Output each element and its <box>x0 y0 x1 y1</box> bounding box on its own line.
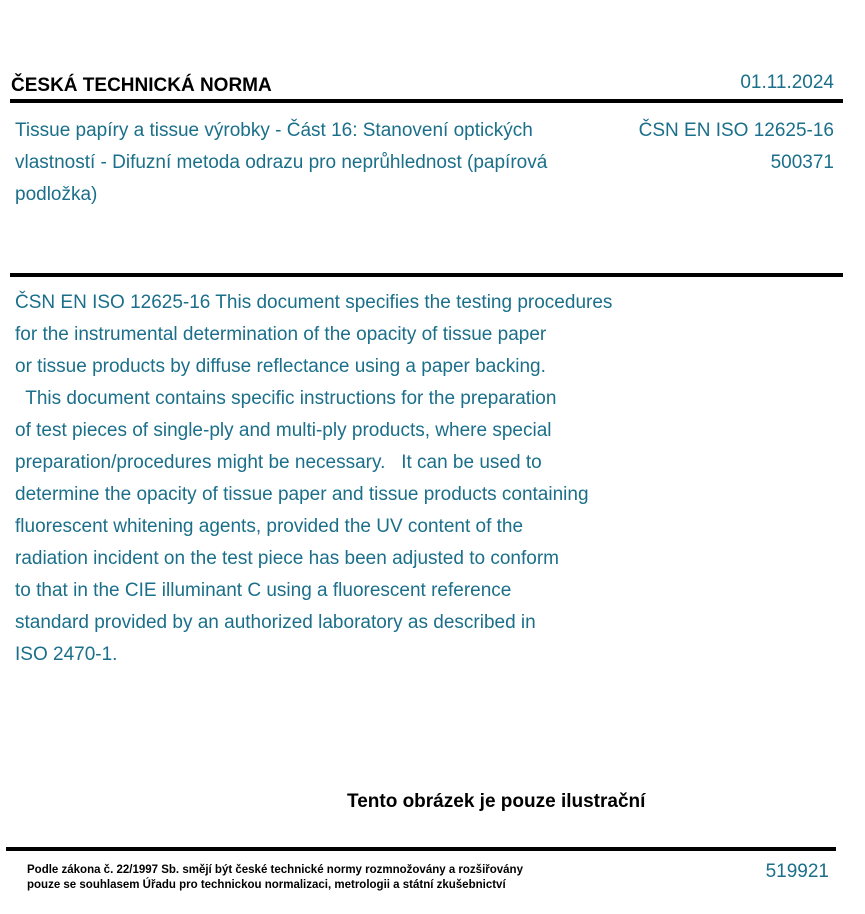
footer-notice-line: pouze se souhlasem Úřadu pro technickou normalizaci, metrologii a státní zkušebnictví <box>27 879 506 891</box>
header-rule <box>10 99 843 103</box>
abstract-line: or tissue products by diffuse reflectance using a paper backing. <box>15 356 546 377</box>
abstract-line: ISO 2470-1. <box>15 644 118 665</box>
footer-copyright-notice <box>27 863 523 893</box>
abstract-line: for the instrumental determination of the opacity of tissue paper <box>15 324 547 345</box>
abstract-line: fluorescent whitening agents, provided the UV content of the <box>15 516 524 537</box>
abstract <box>15 287 735 671</box>
document-code: ČSN EN ISO 12625-16 <box>638 120 834 141</box>
document-class-number: 500371 <box>770 152 834 173</box>
header-title: ČESKÁ TECHNICKÁ NORMA <box>11 75 272 96</box>
abstract-line: of test pieces of single-ply and multi-ply products, where special <box>15 420 552 441</box>
section-rule <box>10 273 843 277</box>
footer-rule <box>6 847 836 851</box>
footer-number: 519921 <box>765 861 829 882</box>
document-code-block <box>639 115 834 179</box>
abstract-line: This document contains specific instructions for the preparation <box>15 388 557 409</box>
document-title: Tissue papíry a tissue výrobky - Část 16: Stanovení optických vlastností - Difuzní metoda odrazu pro neprůhlednost (papírová podložka) <box>15 120 548 205</box>
header-date: 01.11.2024 <box>740 72 834 93</box>
abstract-line: standard provided by an authorized laboratory as described in <box>15 612 536 633</box>
abstract-line: ČSN EN ISO 12625-16 This document specifies the testing procedures <box>15 292 613 313</box>
illustration-note: Tento obrázek je pouze ilustrační <box>347 791 646 812</box>
abstract-line: radiation incident on the test piece has been adjusted to conform <box>15 548 559 569</box>
abstract-line: preparation/procedures might be necessary. It can be used to <box>15 452 542 473</box>
abstract-line: determine the opacity of tissue paper and tissue products containing <box>15 484 589 505</box>
footer-notice-line: Podle zákona č. 22/1997 Sb. smějí být české technické normy rozmnožovány a rozšiřovány <box>27 864 523 876</box>
abstract-line: to that in the CIE illuminant C using a fluorescent reference <box>15 580 512 601</box>
